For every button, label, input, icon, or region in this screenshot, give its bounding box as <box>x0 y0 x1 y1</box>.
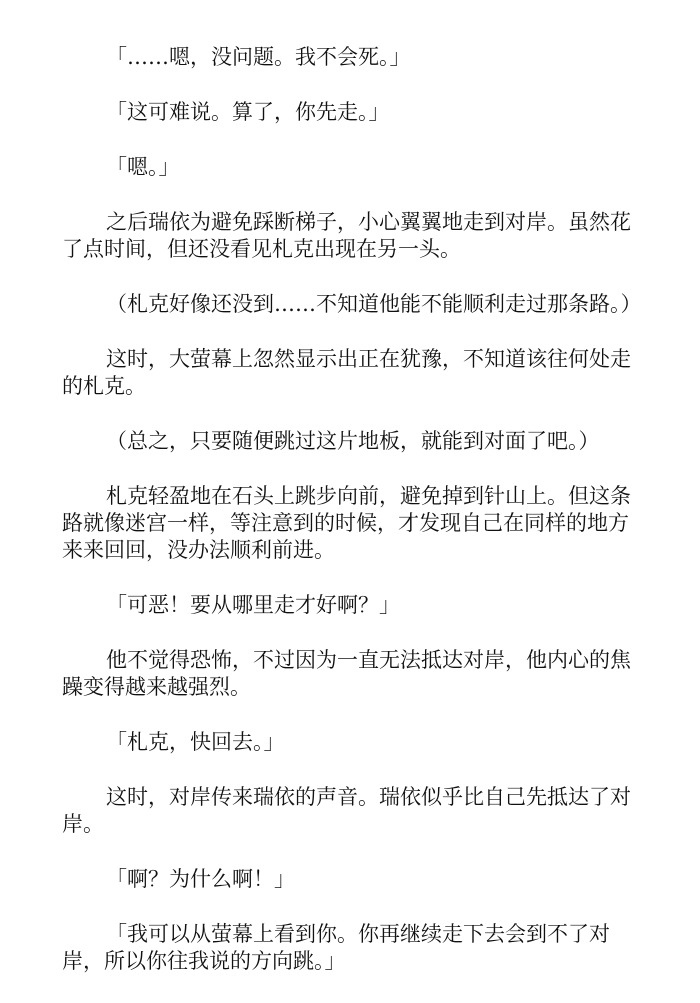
narration-paragraph: 札克轻盈地在石头上跳步向前，避免掉到针山上。但这条路就像迷宫一样，等注意到的时候，才发现自己在同样的地方来来回回，没办法顺利前进。 <box>62 484 631 562</box>
narration-paragraph: 之后瑞依为避免踩断梯子，小心翼翼地走到对岸。虽然花了点时间，但还没看见札克出现在另一头。 <box>62 210 631 261</box>
narration-paragraph: 这时，对岸传来瑞依的声音。瑞依似乎比自己先抵达了对岸。 <box>62 785 631 836</box>
thought-paragraph: （札克好像还没到……不知道他能不能顺利走过那条路。） <box>106 292 642 316</box>
dialogue-paragraph: 「札克，快回去。」 <box>106 730 285 754</box>
thought-paragraph: （总之，只要随便跳过这片地板，就能到对面了吧。） <box>106 429 600 453</box>
narration-paragraph: 他不觉得恐怖，不过因为一直无法抵达对岸，他内心的焦躁变得越来越强烈。 <box>62 648 631 699</box>
novel-page <box>62 44 642 1003</box>
dialogue-paragraph: 「啊？为什么啊！」 <box>106 867 295 891</box>
dialogue-paragraph: 「嗯。」 <box>106 155 180 179</box>
dialogue-paragraph: 「……嗯，没问题。我不会死。」 <box>106 45 411 69</box>
dialogue-paragraph: 「这可难说。算了，你先走。」 <box>106 100 390 124</box>
narration-paragraph: 这时，大萤幕上忽然显示出正在犹豫，不知道该往何处走的札克。 <box>62 347 631 398</box>
dialogue-paragraph: 「我可以从萤幕上看到你。你再继续走下去会到不了对岸，所以你往我说的方向跳。」 <box>62 922 610 973</box>
dialogue-paragraph: 「可恶！要从哪里走才好啊？」 <box>106 593 400 617</box>
